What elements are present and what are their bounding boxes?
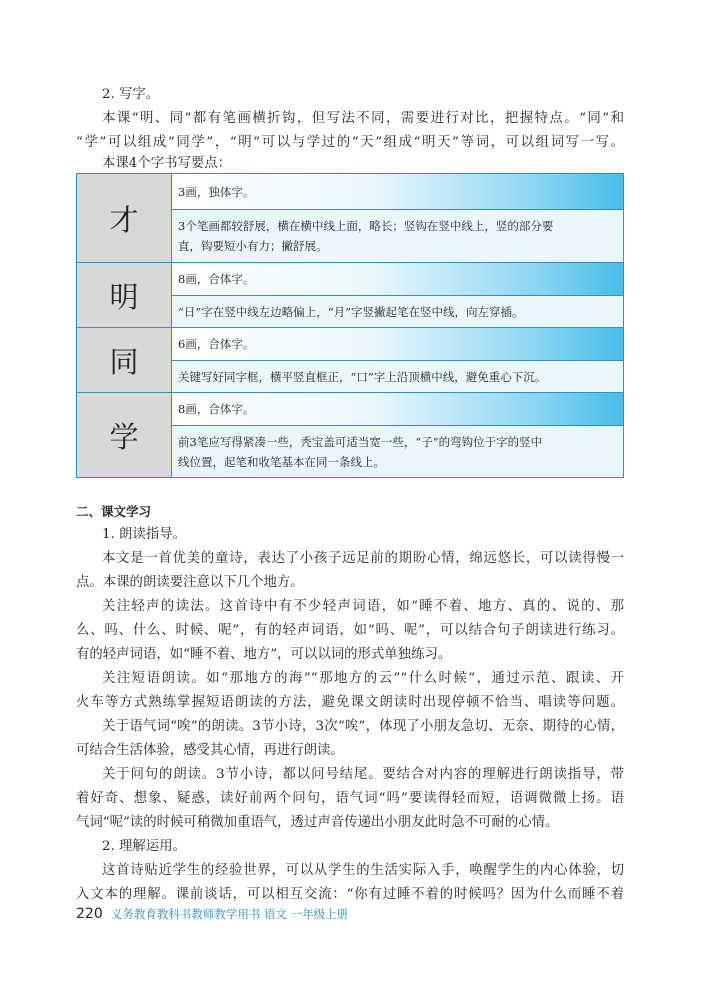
desc-line: 前3笔应写得紧凑一些，秃宝盖可适当宽一些，“子”的弯钩位于字的竖中 [178, 434, 543, 449]
stroke-info: 6画，合体字。 [172, 328, 623, 361]
para-line: 气词“呢”读的时候可稍微加重语气，透过声音传递出小朋友此时急不可耐的心情。 [76, 815, 559, 830]
table-intro: 本课4个字书写要点： [102, 156, 232, 171]
stroke-info: 3画，独体字。 [172, 174, 623, 210]
stroke-info: 8画，合体字。 [172, 263, 623, 296]
para-line: 本文是一首优美的童诗，表达了小孩子远足前的期盼心情，绵远悠长，可以读得慢一 [102, 551, 624, 566]
character-cell: 学 [77, 393, 172, 477]
page-footer [76, 906, 348, 922]
character-cell: 同 [77, 328, 172, 392]
para-line: 关于语气词“唉”的朗读。3节小诗，3次“唉”，体现了小朋友急切、无奈、期待的心情， [102, 719, 624, 734]
section-heading: 二、课文学习 [76, 504, 152, 519]
character-cell: 明 [77, 263, 172, 327]
desc-line: 3个笔画都较舒展，横在横中线上面，略长；竖钩在竖中线上，竖的部分要 [178, 219, 554, 233]
para-line: 可结合生活体验，感受其心情，再进行朗读。 [76, 743, 344, 758]
para-line: 关注轻声的读法。这首诗中有不少轻声词语，如“睡不着、地方、真的、说的、那 [102, 599, 624, 614]
para-line: 入文本的理解。课前谈话，可以相互交流：“你有过睡不着的时候吗？因为什么而睡不着 [76, 887, 624, 902]
para-line: 关注短语朗读。如“那地方的海”“那地方的云”“什么时候”，通过示范、跟读、开 [102, 671, 624, 686]
character-cell: 才 [77, 174, 172, 262]
writing-points-table [76, 173, 624, 478]
para-line: “学”可以组成“同学”，“明”可以与学过的“天”组成“明天”等词，可以组词写一写。 [76, 135, 624, 150]
writing-description: 关键写好同字框，横平竖直框正，“口”字上沿顶横中线，避免重心下沉。 [172, 361, 623, 392]
item-1-title: 1. 朗读指导。 [102, 527, 186, 542]
para-line: 有的轻声词语，如“睡不着、地方”，可以以词的形式单独练习。 [76, 647, 452, 662]
writing-description: “日”字在竖中线左边略偏上，“月”字竖撇起笔在竖中线，向左穿插。 [172, 296, 623, 327]
para-line: 本课“明、同”都有笔画横折钩，但写法不同，需要进行对比，把握特点。“同”和 [102, 111, 624, 126]
writing-description [172, 426, 623, 477]
para-line: 这首诗贴近学生的经验世界，可以从学生的生活实际入手，唤醒学生的内心体验，切 [102, 863, 624, 878]
page-number: 220 [76, 906, 103, 922]
para-line: 点。本课的朗读要注意以下几个地方。 [76, 575, 304, 590]
book-title: 义务教育教科书教师教学用书 语文 一年级上册 [110, 907, 349, 921]
para-line: 关于问句的朗读。3节小诗，都以问号结尾。要结合对内容的理解进行朗读指导，带 [102, 767, 624, 782]
para-line: 火车等方式熟练掌握短语朗读的方法，避免课文朗读时出现停顿不恰当、唱读等问题。 [76, 695, 624, 710]
item-2-title: 2. 理解运用。 [102, 839, 186, 854]
stroke-info: 8画，合体字。 [172, 393, 623, 426]
para-line: 着好奇、想象、疑惑，读好前两个问句，语气词“吗”要读得轻而短，语调微微上扬。语 [76, 791, 624, 806]
desc-line: 线位置，起笔和收笔基本在同一条线上。 [178, 454, 385, 469]
para-line: 么、吗、什么、时候、呢”，有的轻声词语，如“吗、呢”，可以结合句子朗读进行练习。 [76, 623, 624, 638]
desc-line: 直，钩要短小有力；撇舒展。 [178, 239, 328, 253]
item-2-title: 2. 写字。 [102, 87, 160, 102]
writing-description [172, 210, 623, 262]
